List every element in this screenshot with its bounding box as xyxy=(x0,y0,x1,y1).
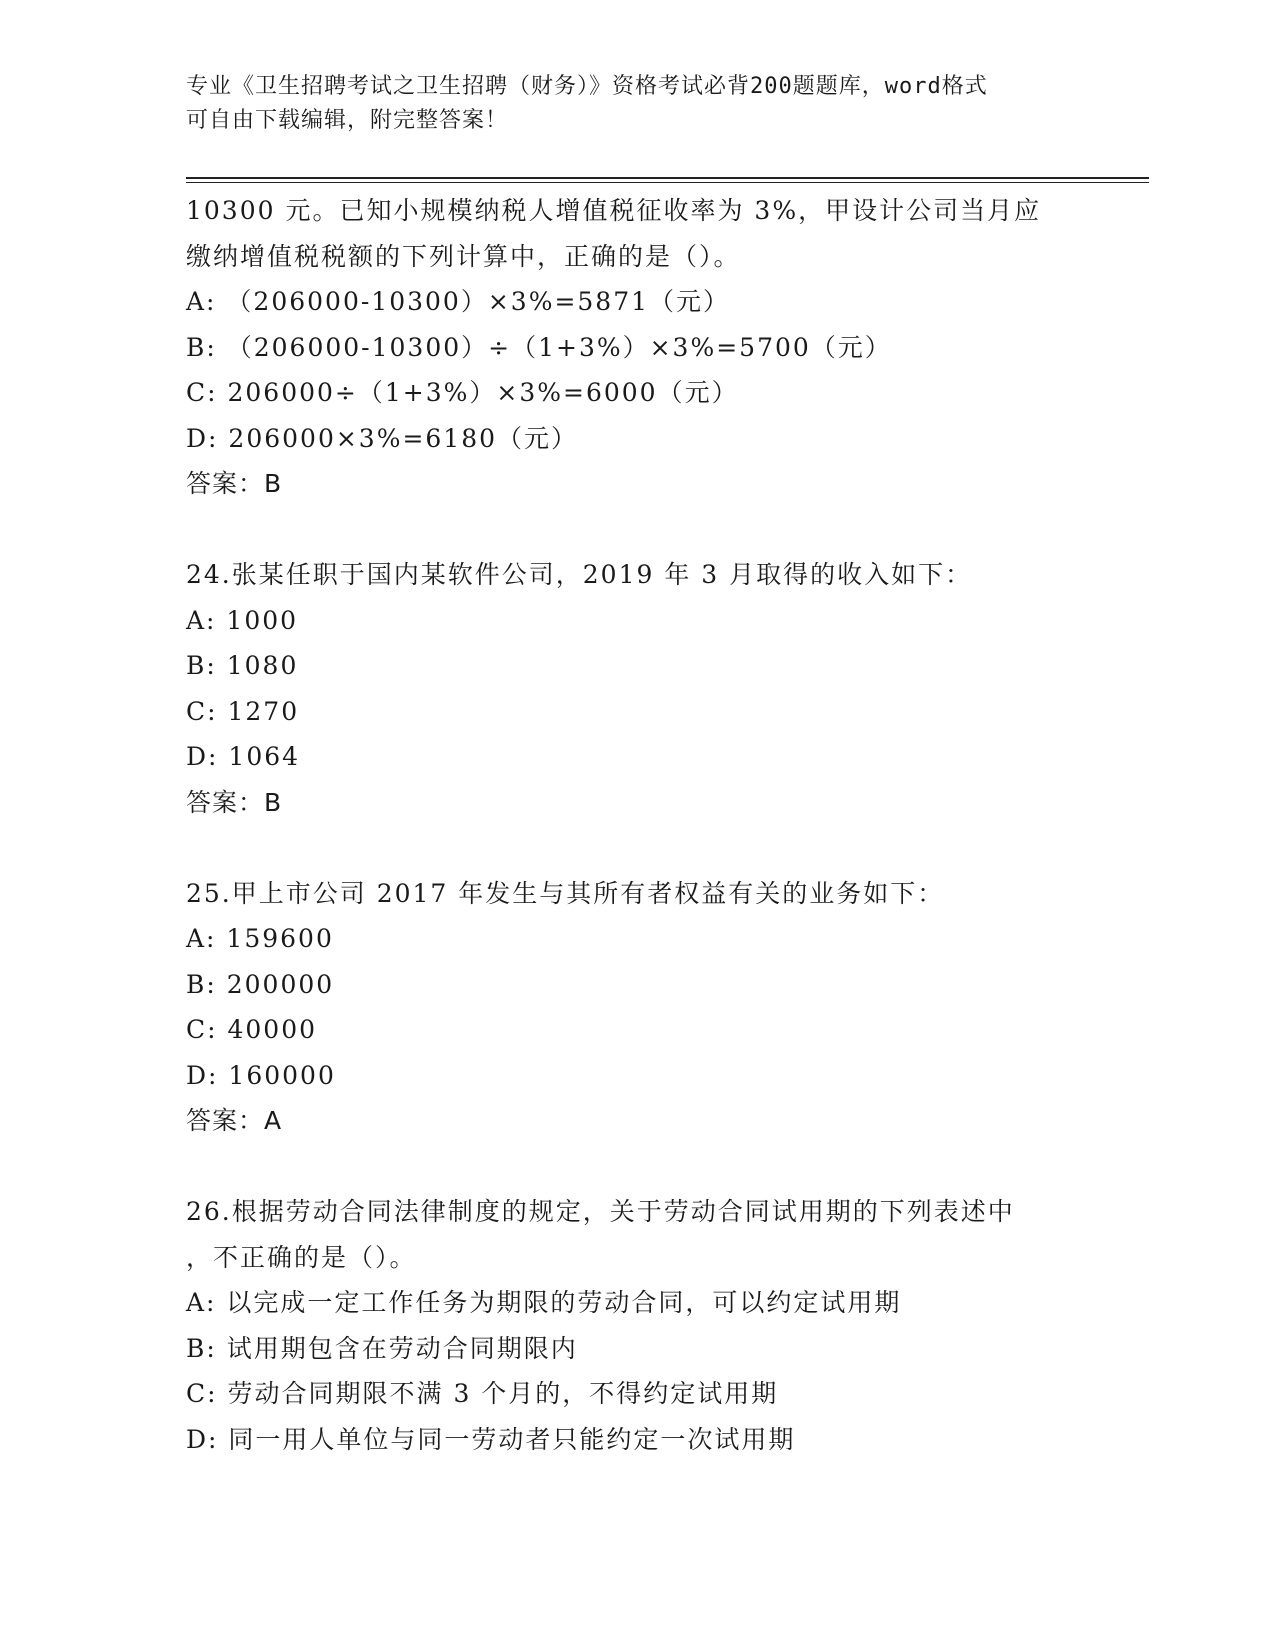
answer-label: 答案：A xyxy=(186,1106,283,1135)
question-stem: 24.张某任职于国内某软件公司，2019 年 3 月取得的收入如下： xyxy=(186,560,973,589)
question-23 xyxy=(186,188,1086,507)
header-title-line-1: 专业《卫生招聘考试之卫生招聘（财务）》资格考试必背200题题库，word格式 xyxy=(186,74,988,99)
spacer xyxy=(186,825,1086,871)
question-stem: 25.甲上市公司 2017 年发生与其所有者权益有关的业务如下： xyxy=(186,878,945,908)
page-header xyxy=(186,70,1086,138)
option-d: D: 160000 xyxy=(186,1060,336,1090)
option-d: D: 206000×3%=6180（元） xyxy=(186,423,579,453)
answer-label: 答案：B xyxy=(186,469,283,498)
header-divider-thin xyxy=(186,182,1149,183)
spacer xyxy=(186,1144,1086,1190)
question-stem: ，不正确的是（）。 xyxy=(186,1242,417,1272)
header-divider xyxy=(186,177,1149,179)
question-stem: 26.根据劳动合同法律制度的规定，关于劳动合同试用期的下列表述中 xyxy=(186,1197,1015,1226)
answer-label: 答案：B xyxy=(186,787,283,817)
option-b: B: （206000-10300）÷（1+3%）×3%=5700（元） xyxy=(186,332,892,362)
question-26 xyxy=(186,1189,1086,1462)
option-a: A: 1000 xyxy=(186,605,299,635)
option-c: C: 劳动合同期限不满 3 个月的，不得约定试用期 xyxy=(186,1379,779,1408)
question-25 xyxy=(186,871,1086,1144)
option-c: C: 40000 xyxy=(186,1015,318,1044)
option-c: C: 206000÷（1+3%）×3%=6000（元） xyxy=(186,378,739,407)
option-b: B: 1080 xyxy=(186,651,299,680)
question-24 xyxy=(186,552,1086,825)
option-d: D: 同一用人单位与同一劳动者只能约定一次试用期 xyxy=(186,1424,796,1454)
question-stem: 10300 元。已知小规模纳税人增值税征收率为 3%，甲设计公司当月应 xyxy=(186,196,1042,225)
question-stem: 缴纳增值税税额的下列计算中，正确的是（）。 xyxy=(186,241,741,271)
option-b: B: 200000 xyxy=(186,969,335,999)
option-a: A: （206000-10300）×3%=5871（元） xyxy=(186,287,731,316)
option-a: A: 159600 xyxy=(186,924,334,953)
question-list xyxy=(186,188,1086,1462)
spacer xyxy=(186,507,1086,553)
header-title-line-2: 可自由下载编辑，附完整答案！ xyxy=(186,108,509,133)
option-a: A: 以完成一定工作任务为期限的劳动合同，可以约定试用期 xyxy=(186,1288,902,1317)
option-c: C: 1270 xyxy=(186,696,300,726)
option-b: B: 试用期包含在劳动合同期限内 xyxy=(186,1333,578,1363)
option-d: D: 1064 xyxy=(186,742,301,771)
